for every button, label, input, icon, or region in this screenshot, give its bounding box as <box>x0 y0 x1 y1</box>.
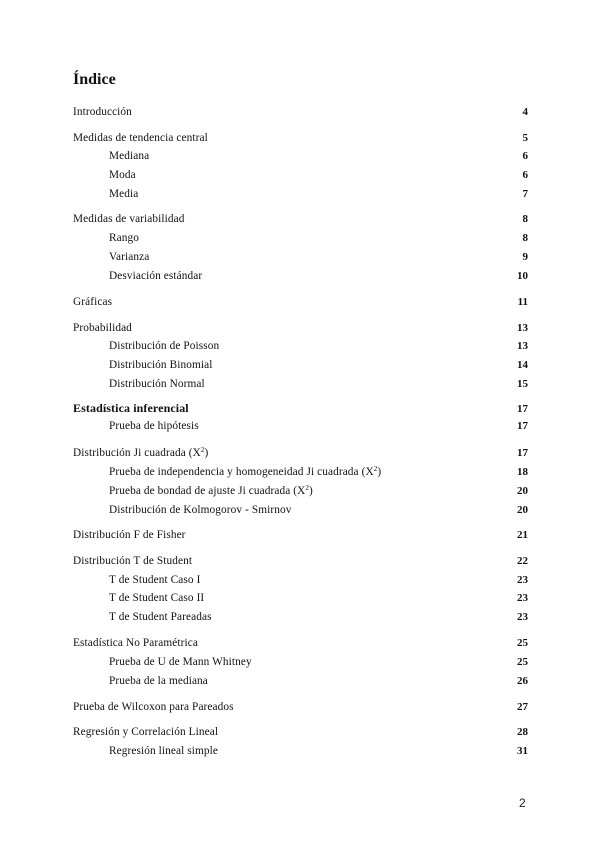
toc-entry-page: 6 <box>522 169 528 181</box>
toc-entry-binomial[interactable] <box>109 357 528 373</box>
toc-entry-page: 5 <box>522 132 528 144</box>
toc-entry-introduccion[interactable] <box>73 104 528 120</box>
toc-entry-page: 23 <box>517 611 528 623</box>
toc-entry-label: Distribución T de Student <box>73 555 193 567</box>
label-text: Distribución Ji cuadrada (X <box>73 447 201 459</box>
label-text-end: ) <box>377 466 382 478</box>
toc-entry-page: 21 <box>517 529 528 541</box>
toc-entry-label: Moda <box>109 169 136 181</box>
toc-entry-label: Prueba de Wilcoxon para Pareados <box>73 701 234 713</box>
toc-entry-label: Desviación estándar <box>109 270 203 282</box>
toc-entry-mediana[interactable] <box>109 148 528 164</box>
toc-entry-bondad-ajuste[interactable] <box>109 483 528 499</box>
toc-entry-t-student-pareadas[interactable] <box>109 609 528 625</box>
toc-entry-page: 10 <box>517 270 528 282</box>
toc-entry-t-student-caso-1[interactable] <box>109 572 528 588</box>
toc-entry-page: 31 <box>517 745 528 757</box>
toc-entry-probabilidad[interactable] <box>73 320 528 336</box>
label-text: Prueba de bondad de ajuste Ji cuadrada (X <box>109 485 306 497</box>
table-of-contents <box>73 0 528 848</box>
toc-entry-moda[interactable] <box>109 167 528 183</box>
toc-entry-label <box>109 483 313 499</box>
toc-entry-page: 20 <box>517 504 528 516</box>
toc-entry-estadistica-inferencial[interactable] <box>73 400 528 416</box>
toc-entry-page: 13 <box>517 322 528 334</box>
toc-entry-page: 23 <box>517 574 528 586</box>
toc-entry-label: Prueba de hipótesis <box>109 420 199 432</box>
superscript: 2 <box>200 446 205 454</box>
toc-entry-prueba-hipotesis[interactable] <box>109 418 528 434</box>
toc-entry-page: 6 <box>522 150 528 162</box>
toc-entry-label: Distribución de Kolmogorov - Smirnov <box>109 504 292 516</box>
superscript: 2 <box>373 465 378 473</box>
toc-entry-wilcoxon[interactable] <box>73 699 528 715</box>
toc-entry-label: Distribución de Poisson <box>109 340 220 352</box>
toc-entry-page: 25 <box>517 637 528 649</box>
toc-entry-label: Regresión y Correlación Lineal <box>73 726 219 738</box>
toc-entry-independencia-homogeneidad[interactable] <box>109 464 528 480</box>
toc-entry-page: 11 <box>517 296 528 308</box>
toc-entry-label <box>73 445 208 461</box>
toc-entry-label: Distribución Binomial <box>109 359 213 371</box>
toc-entry-page: 8 <box>522 213 528 225</box>
toc-entry-label: Probabilidad <box>73 322 132 334</box>
toc-entry-f-fisher[interactable] <box>73 527 528 543</box>
toc-entry-label: Media <box>109 188 139 200</box>
toc-entry-page: 17 <box>517 403 528 415</box>
toc-entry-page: 9 <box>522 251 528 263</box>
toc-entry-label: Estadística No Paramétrica <box>73 637 198 649</box>
label-text: Prueba de independencia y homogeneidad Ji cuadrada (X <box>109 466 374 478</box>
toc-entry-page: 23 <box>517 592 528 604</box>
footer-page-number: 2 <box>519 796 526 810</box>
toc-entry-label: Rango <box>109 232 139 244</box>
toc-entry-prueba-mediana[interactable] <box>109 673 528 689</box>
toc-entry-page: 28 <box>517 726 528 738</box>
toc-entry-graficas[interactable] <box>73 294 528 310</box>
page-title: Índice <box>73 71 116 88</box>
toc-entry-page: 20 <box>517 485 528 497</box>
toc-entry-label: Medidas de tendencia central <box>73 132 208 144</box>
toc-entry-normal[interactable] <box>109 376 528 392</box>
toc-entry-label: Distribución F de Fisher <box>73 529 186 541</box>
toc-entry-page: 18 <box>517 466 528 478</box>
toc-entry-t-student[interactable] <box>73 553 528 569</box>
toc-entry-no-parametrica[interactable] <box>73 635 528 651</box>
toc-entry-label: Estadística inferencial <box>73 401 189 415</box>
toc-entry-rango[interactable] <box>109 230 528 246</box>
toc-entry-page: 7 <box>522 188 528 200</box>
toc-entry-label: Gráficas <box>73 296 113 308</box>
toc-entry-label: Distribución Normal <box>109 378 205 390</box>
label-text-end: ) <box>204 447 209 459</box>
toc-entry-media[interactable] <box>109 186 528 202</box>
toc-entry-label: Medidas de variabilidad <box>73 213 185 225</box>
toc-entry-page: 17 <box>517 447 528 459</box>
toc-entry-label: T de Student Caso II <box>109 592 205 604</box>
toc-entry-medidas-variabilidad[interactable] <box>73 211 528 227</box>
toc-entry-page: 15 <box>517 378 528 390</box>
toc-entry-mann-whitney[interactable] <box>109 654 528 670</box>
toc-entry-t-student-caso-2[interactable] <box>109 590 528 606</box>
toc-entry-ji-cuadrada[interactable] <box>73 445 528 461</box>
toc-entry-label: Varianza <box>109 251 150 263</box>
toc-entry-label <box>109 464 381 480</box>
toc-entry-label: T de Student Pareadas <box>109 611 212 623</box>
toc-entry-regresion-correlacion[interactable] <box>73 724 528 740</box>
label-text-end: ) <box>309 485 313 497</box>
toc-entry-page: 26 <box>517 675 528 687</box>
toc-entry-page: 27 <box>517 701 528 713</box>
toc-entry-varianza[interactable] <box>109 249 528 265</box>
toc-entry-label: Prueba de U de Mann Whitney <box>109 656 252 668</box>
toc-entry-page: 4 <box>522 106 528 118</box>
toc-entry-page: 22 <box>517 555 528 567</box>
toc-entry-page: 8 <box>522 232 528 244</box>
superscript: 2 <box>305 484 309 492</box>
toc-entry-label: T de Student Caso I <box>109 574 201 586</box>
toc-entry-page: 14 <box>517 359 528 371</box>
toc-entry-regresion-lineal-simple[interactable] <box>109 743 528 759</box>
toc-entry-poisson[interactable] <box>109 338 528 354</box>
toc-entry-medidas-tendencia-central[interactable] <box>73 130 528 146</box>
toc-entry-desviacion-estandar[interactable] <box>109 268 528 284</box>
toc-entry-label: Introducción <box>73 106 132 118</box>
toc-entry-page: 17 <box>517 420 528 432</box>
toc-entry-label: Mediana <box>109 150 150 162</box>
toc-entry-page: 25 <box>517 656 528 668</box>
toc-entry-label: Regresión lineal simple <box>109 745 218 757</box>
toc-entry-page: 13 <box>517 340 528 352</box>
toc-entry-label: Prueba de la mediana <box>109 675 208 687</box>
toc-entry-kolmogorov-smirnov[interactable] <box>109 502 528 518</box>
